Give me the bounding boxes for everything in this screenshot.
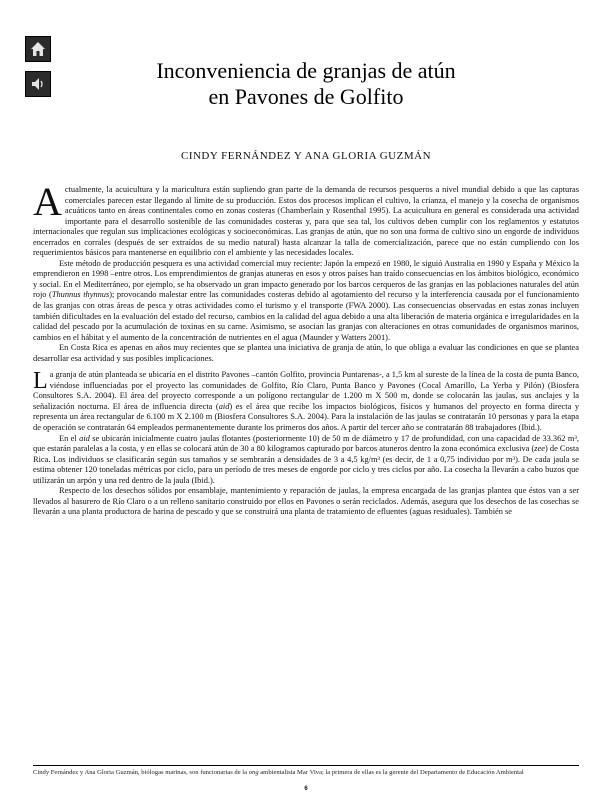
title-line-2: en Pavones de Golfito: [208, 84, 404, 109]
authors: CINDY FERNÁNDEZ Y ANA GLORIA GUZMÁN: [180, 150, 432, 162]
paragraph-1: Actualmente, la acuicultura y la maricultura están supliendo gran parte de la demanda de recursos pesqueros a nivel mundial debido a que las capturas comerciales parecen estar llegando al límite de su producción. Estos dos procesos implican el cultivo, la crianza, el manejo y la cosecha de organismos acuáticos tanto en áreas continentales como en zonas costeras (Chamberlain y Rosenthal 1995). La acuicultura en general es considerada una actividad importante para el desarrollo sostenible de las comunidades costeras y, para que sea tal, los cultivos deben cumplir con los reglamentos y estatutos internacionales que regulan sus implicaciones ecológicas y socioeconómicas. Las granjas de atún, que no son una forma de cultivo sino un engorde de individuos encerrados en corrales (después de ser extraídos de su medio natural) hasta alcanzar la talla de comercialización, parece que no están cumpliendo con los requerimientos básicos para mantenerse en equilibrio con el ambiente y las necesidades locales.: [33, 179, 579, 258]
home-icon: [28, 39, 48, 59]
paragraph-3: En Costa Rica es apenas en años muy recientes que se plantea una iniciativa de granja de atún, lo que obliga a evaluar las condiciones en que se plantea desarrollar esa actividad y sus posibles implicaciones.: [33, 343, 579, 363]
paragraph-4: La granja de atún planteada se ubicaría en el distrito Pavones –cantón Golfito, provincia Puntarenas-, a 1,5 km al sureste de la línea de la costa de punta Banco, viéndose influenciadas por el proyecto las comunidades de Golfito, Río Claro, Punta Banco y Pavones (Cocal Amarillo, La Yerba y Pilón) (Biosfera Consultores S.A. 2004). El área del proyecto corresponde a un polígono rectangular de 1.200 m X 500 m, donde se colocarán las jaulas, sus anclajes y la señalización nocturna. El área de influencia directa (aid) es el área que recibe los impactos biológicos, físicos y humanos del proyecto en forma directa y representa un área rectangular de 6.100 m X 2.100 m (Biosfera Consultores S.A. 2004). Para la instalación de las jaulas se contratarán 10 personas y para la etapa de operación se contratarán 64 empleados permanentemente durante los primeros dos años. A partir del tercer año se contratarán 88 trabajadores (Ibid.).: [33, 368, 580, 433]
audio-button[interactable]: [25, 71, 51, 97]
title-line-1: Inconveniencia de granjas de atún: [156, 58, 456, 83]
footnote-divider: [33, 765, 579, 766]
article-body: [33, 179, 580, 518]
paragraph-2: Este método de producción pesquera es una actividad comercial muy reciente: Japón la empezó en 1980, le siguió Australia en 1990 y España y México la emprendieron en 1998 –entre otros. Los emprendimientos de granjas atuneras en esos y otros países han traído consecuencias en los ámbitos biológico, económico y social. En el Mediterráneo, por ejemplo, se ha observado un gran impacto generado por los barcos cerqueros de las granjas en las poblaciones naturales del atún rojo (Thunnus thynnus); provocando malestar entre las comunidades costeras debido al agotamiento del recurso y la interferencia causada por el funcionamiento de las granjas con otras áreas de pesca y otras actividades como el turismo y el transporte (FWA 2000). Las consecuencias observadas en estas zonas incluyen también dificultades en la evaluación del estado del recurso, cambios en la calidad del agua debido a una alta liberación de materia orgánica e irregularidades en la calidad del pescado por la acumulación de toxinas en su carne. Asimismo, se asocian las granjas con alteraciones en otras comunidades de organismos marinos, cambios en el hábitat y el aumento de la concentración de nutrientes en el agua (Maunder y Watters 2001).: [33, 258, 579, 342]
footnote: Cindy Fernández y Ana Gloria Guzmán, biólogas marinas, son funcionarias de la ong ambientalista Mar Viva; la primera de ellas es la gerente del Departamento de Educación Ambiental: [33, 769, 524, 776]
home-button[interactable]: [25, 36, 51, 62]
paragraph-6: Respecto de los desechos sólidos por ensamblaje, mantenimiento y reparación de jaulas, la empresa encargada de las granjas plantea que éstos van a ser llevados al basurero de Río Claro o a un relleno sanitario construido por ellos en Pavones o serán reciclados. Además, asegura que los desechos de las cosechas se llevarán a una planta productora de harina de pescado y que se construirá una planta de tratamiento de efluentes (aguas residuales). También se: [33, 486, 579, 517]
page-number: 6: [304, 786, 308, 792]
drop-cap: L: [33, 368, 48, 395]
article-title: [80, 58, 532, 110]
paragraph-5: En el aid se ubicarán inicialmente cuatro jaulas flotantes (posteriormente 10) de 50 m de diámetro y 17 de profundidad, con una capacidad de 33.362 m³, que estarán paralelas a la costa, y en ellas se colocará atún de 30 a 80 kilogramos capturado por barcos atuneros dentro la zona económica exclusiva (zee) de Costa Rica. Los individuos se clasificarán según sus tamaños y se sembrarán a densidades de 3 a 4,5 kg/m³ (es decir, de 1 a 0,75 individuo por m³). De cada jaula se estima obtener 120 toneladas métricas por ciclo, para un período de tres meses de engorde por ciclo y tres ciclos por año. La cosecha la llevarán a cabo buzos que utilizarán un arpón y una red dentro de la jaula (Ibid.).: [33, 433, 579, 485]
drop-cap: A: [33, 179, 62, 224]
speaker-icon: [28, 74, 48, 94]
